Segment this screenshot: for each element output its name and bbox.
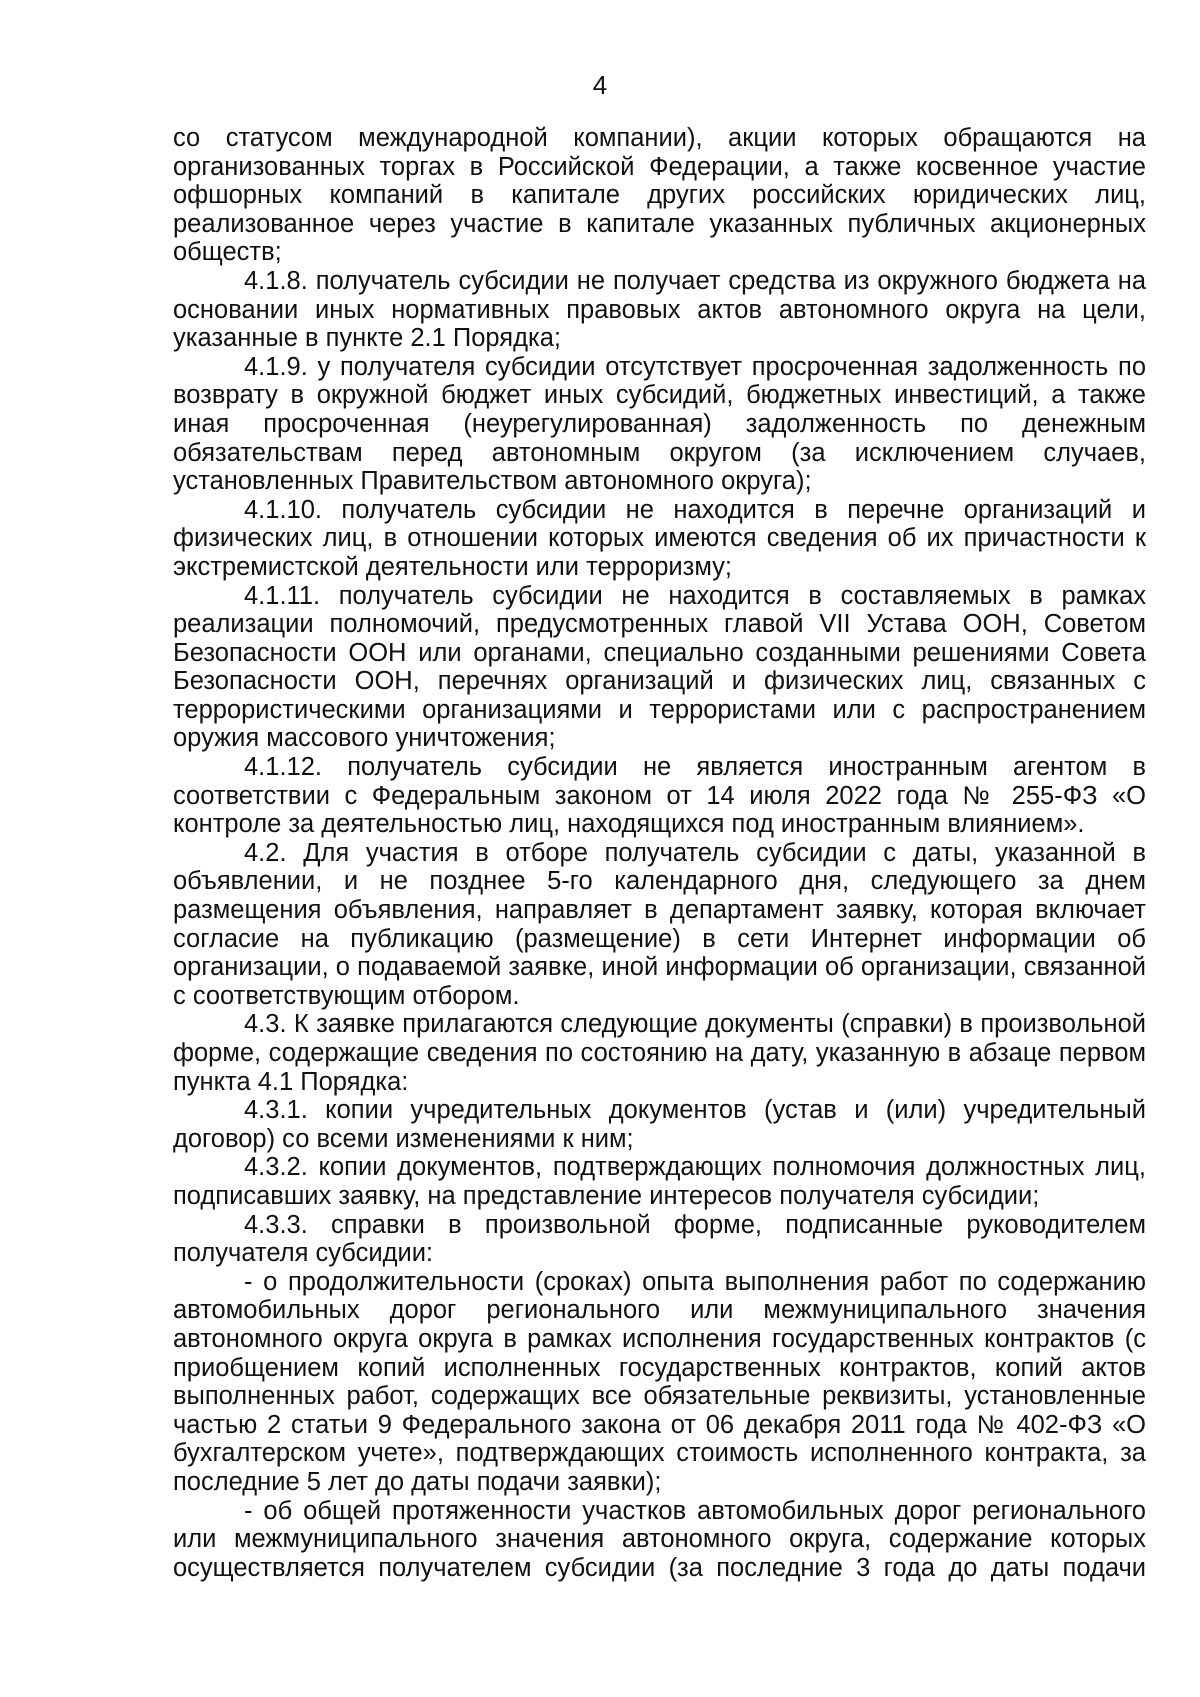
paragraph-continuation: со статусом международной компании), акции которых обращаются на организованных торгах в Российской Федерации, а также косвенное участие офшорных компаний в капитале других российских юридических лиц, реализованное через участие в капитале указанных публичных акционерных обществ; (173, 124, 1146, 267)
paragraph-4-1-8: 4.1.8. получатель субсидии не получает средства из окружного бюджета на основании иных нормативных правовых актов автономного округа на цели, указанные в пункте 2.1 Порядка; (173, 266, 1146, 353)
paragraph-4-1-10: 4.1.10. получатель субсидии не находится в перечне организаций и физических лиц, в отношении которых имеются сведения об их причастности к экстремистской деятельности или терроризму; (173, 495, 1146, 581)
paragraph-4-1-12: 4.1.12. получатель субсидии не является иностранным агентом в соответствии с Федеральным законом от 14 июля 2022 года № 255-ФЗ «О контроле за деятельностью лиц, находящихся под иностранным влиянием». (173, 753, 1146, 839)
paragraph-4-3: 4.3. К заявке прилагаются следующие документы (справки) в произвольной форме, содержащие сведения по состоянию на дату, указанную в абзаце первом пункта 4.1 Порядка: (173, 1010, 1146, 1096)
page-number: 4 (592, 70, 608, 100)
paragraph-4-3-3: 4.3.3. справки в произвольной форме, подписанные руководителем получателя субсидии: (173, 1210, 1146, 1268)
paragraph-4-3-1: 4.3.1. копии учредительных документов (устав и (или) учредительный договор) со всеми изменениями к ним; (173, 1096, 1146, 1153)
paragraph-4-1-9: 4.1.9. у получателя субсидии отсутствует просроченная задолженность по возврату в окружной бюджет иных субсидий, бюджетных инвестиций, а также иная просроченная (неурегулированная) задолженность по денежным обязательствам перед автономным округом (за исключением случаев, установленных Правительством автономного округа); (173, 352, 1146, 496)
paragraph-4-3-2: 4.3.2. копии документов, подтверждающих полномочия должностных лиц, подписавших заявку, на представление интересов получателя субсидии; (173, 1153, 1146, 1210)
paragraph-4-1-11: 4.1.11. получатель субсидии не находится в составляемых в рамках реализации полномочий, предусмотренных главой VII Устава ООН, Советом Безопасности ООН или органами, специально созданными решениями Совета Безопасности ООН, перечнях организаций и физических лиц, связанных с террористическими организациями и террористами или с распространением оружия массового уничтожения; (173, 581, 1146, 753)
paragraph-dash-road-length: - об общей протяженности участков автомобильных дорог регионального или межмуниципального значения автономного округа, содержание которых осуществляется получателем субсидии (за последние 3 года до даты подачи (173, 1496, 1146, 1582)
paragraph-4-2: 4.2. Для участия в отборе получатель субсидии с даты, указанной в объявлении, и не позднее 5-го календарного дня, следующего за днем размещения объявления, направляет в департамент заявку, которая включает согласие на публикацию (размещение) в сети Интернет информации об организации, о подаваемой заявке, иной информации об организации, связанной с соответствующим отбором. (173, 838, 1146, 1010)
paragraph-dash-experience: - о продолжительности (сроках) опыта выполнения работ по содержанию автомобильных дорог регионального или межмуниципального значения автономного округа округа в рамках исполнения государственных контрактов (с приобщением копий исполненных государственных контрактов, копий актов выполненных работ, содержащих все обязательные реквизиты, установленные частью 2 статьи 9 Федерального закона от 06 декабря 2011 года № 402-ФЗ «О бухгалтерском учете», подтверждающих стоимость исполненного контракта, за последние 5 лет до даты подачи заявки); (173, 1267, 1146, 1496)
document-body (173, 124, 1146, 1582)
